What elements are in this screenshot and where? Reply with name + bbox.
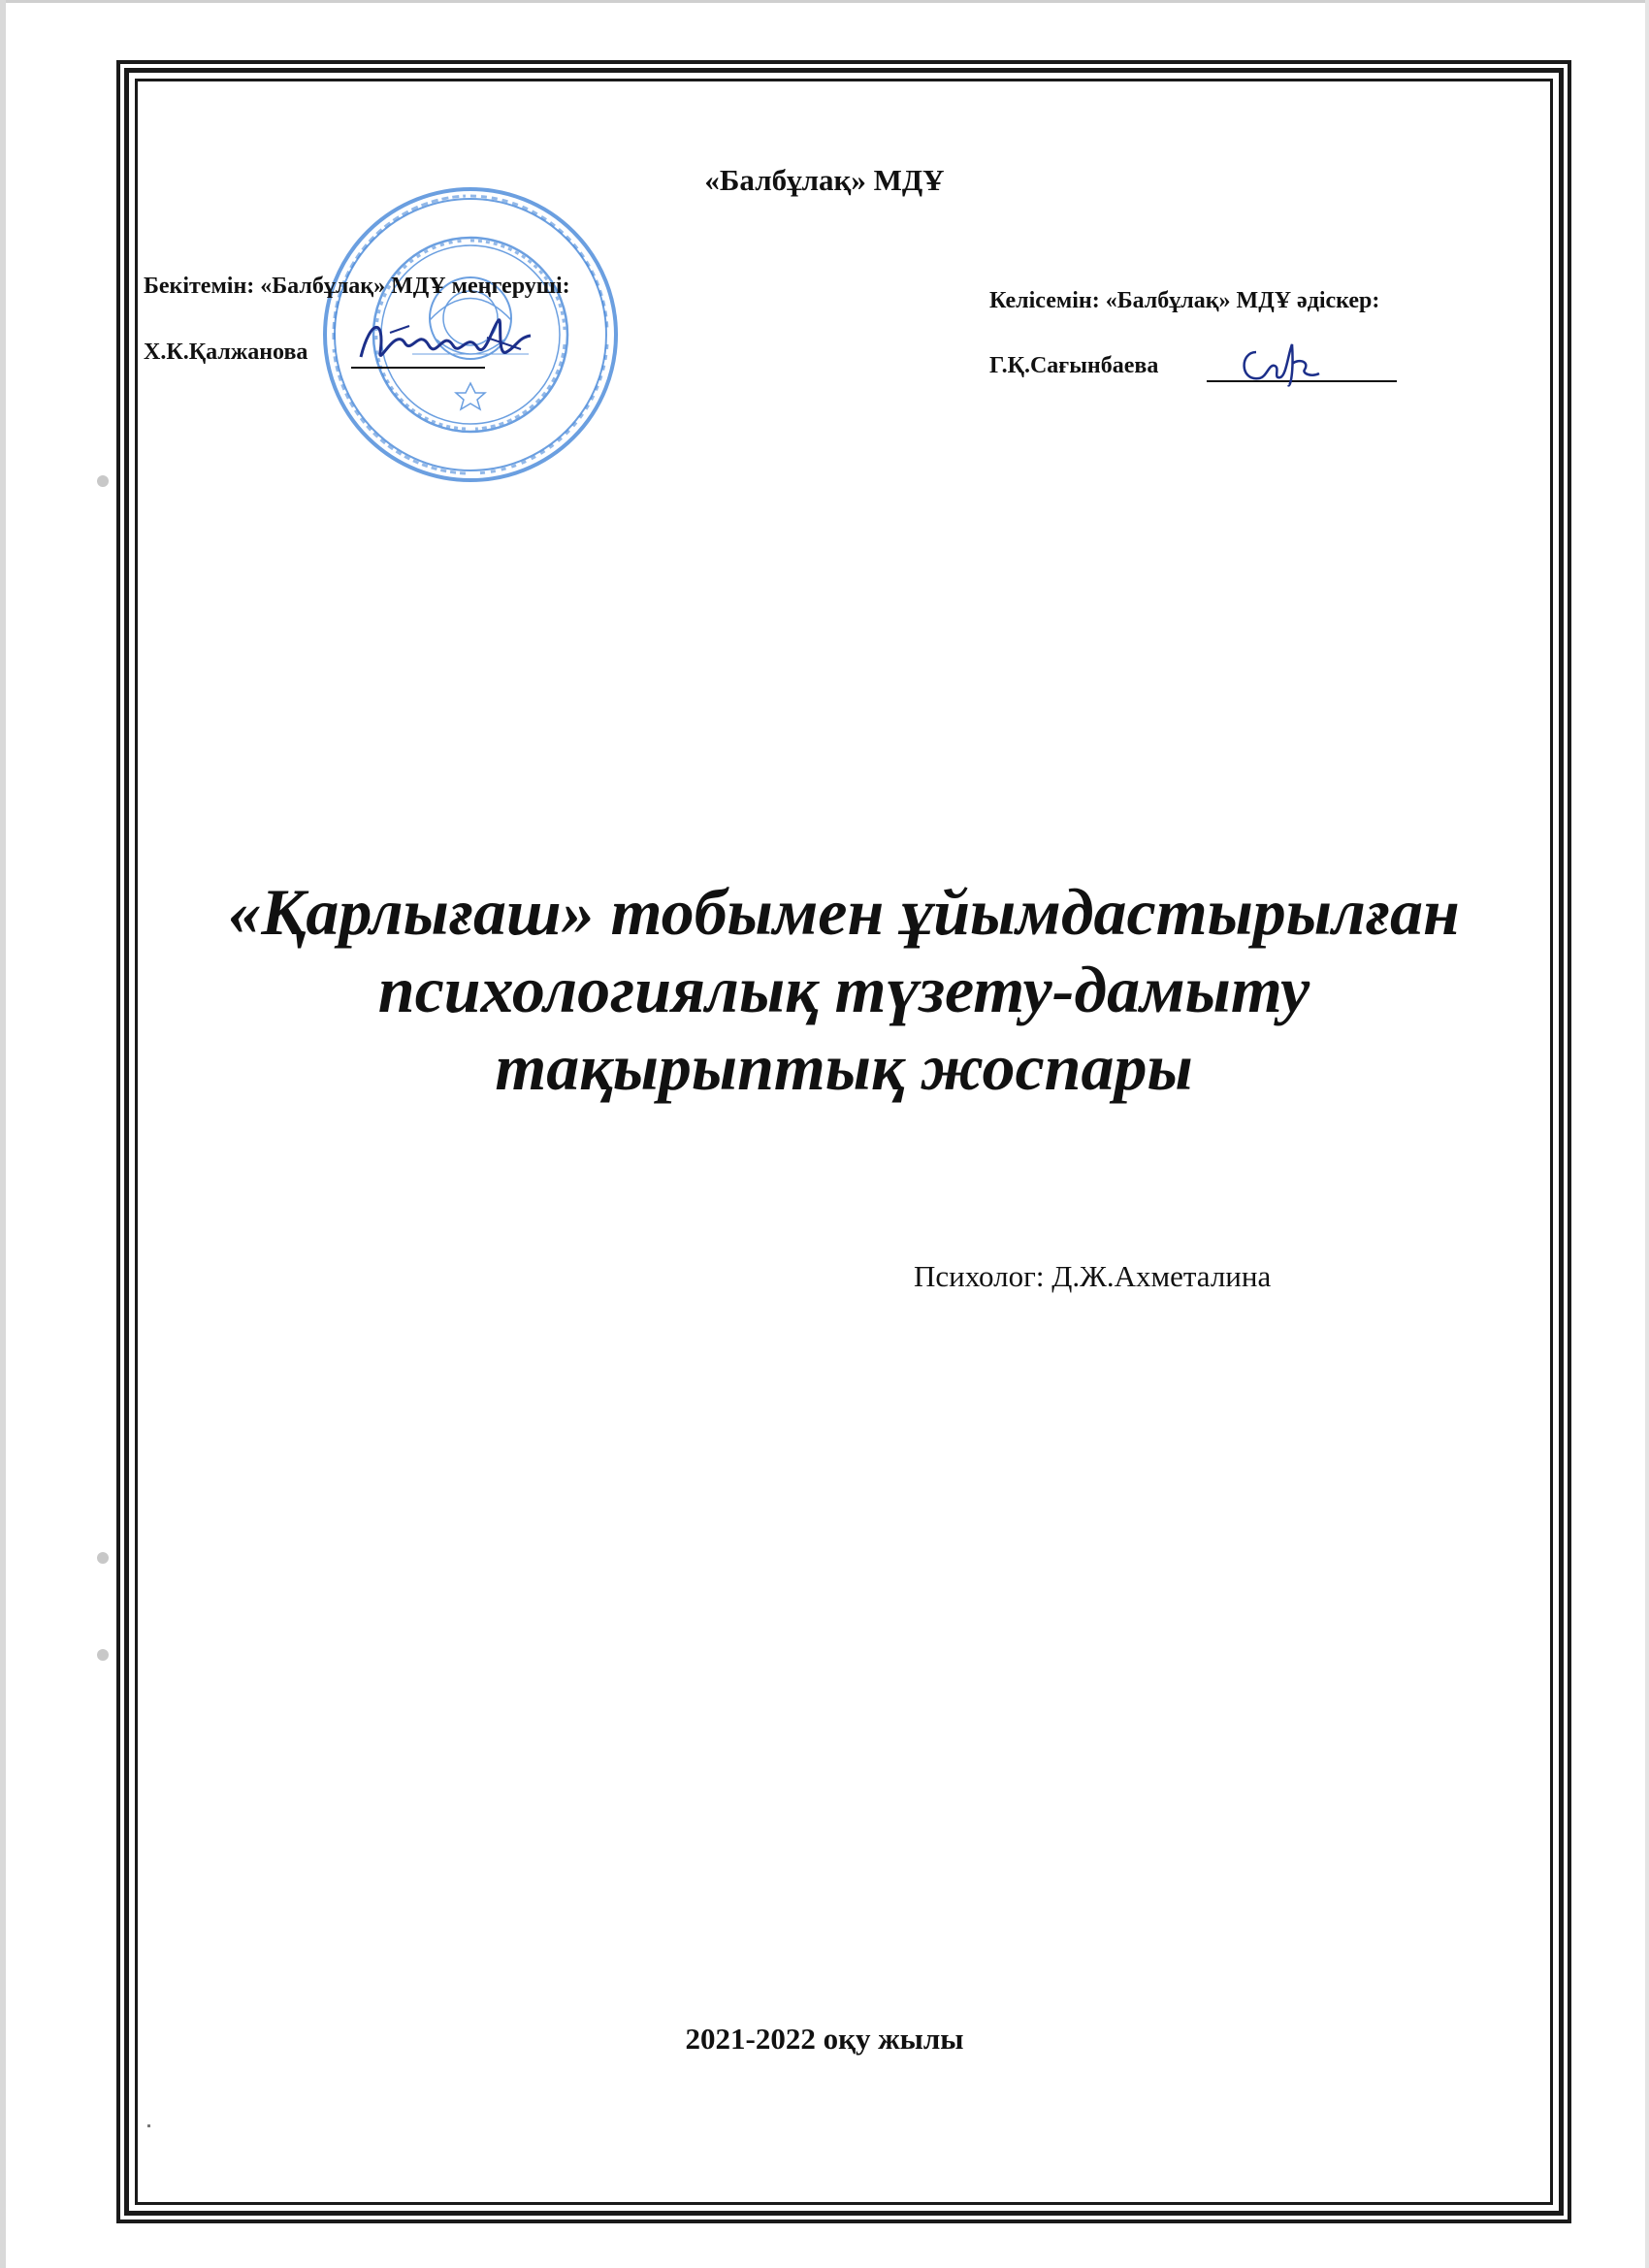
approver-name: Х.К.Қалжанова — [144, 340, 308, 365]
psychologist-credit: Психолог: Д.Ж.Ахметалина — [914, 1259, 1272, 1293]
binding-hole — [97, 475, 109, 487]
scan-edge-right — [1645, 0, 1649, 2268]
title-line-1: «Қарлығаш» тобымен ұйымдастырылған — [228, 875, 1460, 949]
title-line-3: тақырыптық жоспары — [495, 1030, 1193, 1104]
title-line-2: психологиялық түзету-дамыту — [377, 953, 1310, 1026]
academic-year: 2021-2022 оқу жылы — [685, 2022, 964, 2056]
approval-label: Бекітемін: «Балбұлақ» МДҰ меңгеруші: — [144, 274, 570, 299]
methodologist-name: Г.Қ.Сағынбаева — [989, 353, 1159, 378]
binding-hole — [97, 1552, 109, 1564]
document-title — [146, 873, 1542, 1106]
scan-edge-top — [0, 0, 1649, 3]
approver-signature-icon — [351, 308, 545, 376]
methodologist-signature-icon — [1232, 335, 1329, 391]
organization-name: «Балбұлақ» МДҰ — [704, 163, 945, 197]
scan-edge-left — [0, 0, 6, 2268]
agreement-label: Келісемін: «Балбұлақ» МДҰ әдіскер: — [989, 288, 1380, 313]
binding-hole — [97, 1649, 109, 1661]
scan-speck — [147, 2124, 150, 2127]
